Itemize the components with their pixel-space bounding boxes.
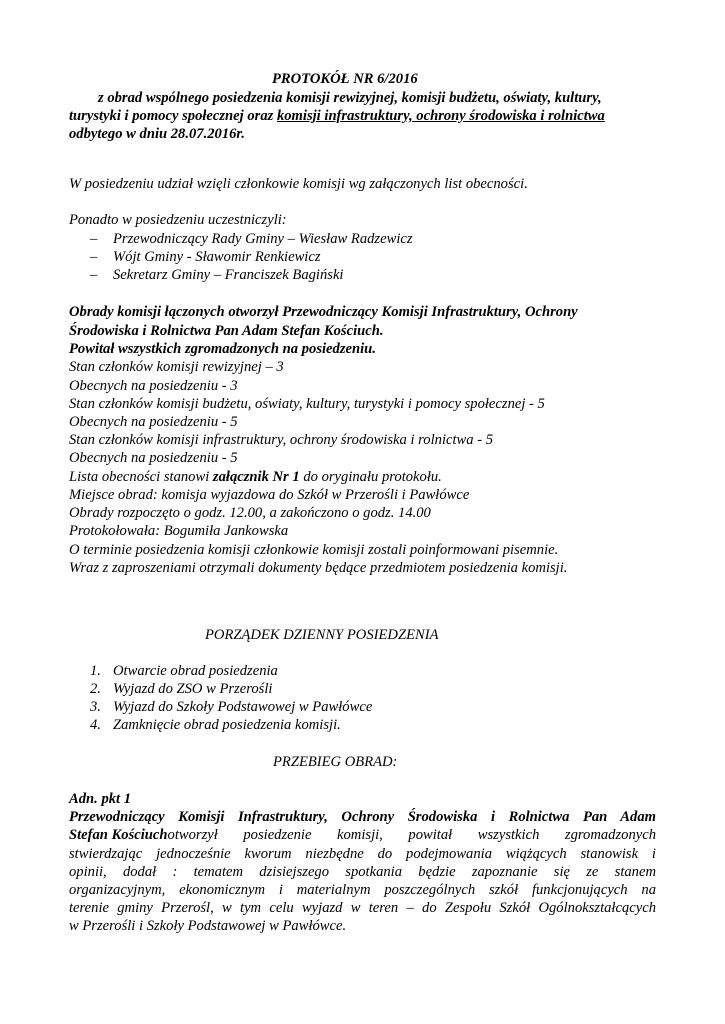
meeting-info-line: O terminie posiedzenia komisji członkowie komisji zostali poinformowani pisemnie. [69,542,559,558]
header-line-2 [69,107,605,125]
bullet-dash: – [90,267,98,283]
guests-heading: Ponadto w posiedzeniu uczestniczyli: [69,212,287,228]
header-line-2-text: turystyki i pomocy społecznej oraz [69,108,277,124]
bullet-dash: – [90,231,98,247]
meeting-info-line: Miejsce obrad: komisja wyjazdowa do Szkół w Przerośli i Pawłówce [69,487,470,503]
opening-bold-1: Obrady komisji łączonych otworzył Przewodniczący Komisji Infrastruktury, Ochrony [69,304,578,320]
agenda-number: 2. [90,681,101,697]
opening-bold-3: Powitał wszystkich zgromadzonych na posiedzeniu. [69,341,376,357]
stat-line: Obecnych na posiedzeniu - 3 [69,378,238,394]
stat-line: Obecnych na posiedzeniu - 5 [69,414,238,430]
meeting-date: odbytego w dniu 28.07.2016r. [69,126,245,142]
agenda-text: Wyjazd do ZSO w Przerośli [113,681,273,697]
protocol-title: PROTOKÓŁ NR 6/2016 [272,71,418,87]
agenda-number: 1. [90,663,101,679]
guest-text: Sekretarz Gminy – Franciszek Bagiński [113,267,344,283]
agenda-number: 3. [90,699,101,715]
stat-line: Obecnych na posiedzeniu - 5 [69,450,238,466]
attachment-text: Lista obecności stanowi [69,469,213,485]
header-line-2-underlined: komisji infrastruktury, ochrony środowiska i rolnictwa [276,108,605,124]
agenda-number: 4. [90,717,101,733]
guest-text: Wójt Gminy - Sławomir Renkiewicz [113,249,321,265]
opening-bold-2: Środowiska i Rolnictwa Pan Adam Stefan Kościuch. [69,323,384,339]
agenda-heading: PORZĄDEK DZIENNY POSIEDZENIA [205,627,439,643]
meeting-info-line: Protokołowała: Bogumiła Jankowska [69,523,289,539]
attachment-reference: załącznik Nr 1 [212,469,300,485]
proceedings-line: opinii, dodał : tematem dzisiejszego spotkania będzie zapoznanie się ze stanem [69,864,656,880]
stat-line: Stan członków komisji infrastruktury, ochrony środowiska i rolnictwa - 5 [69,432,494,448]
proceedings-line: terenie gminy Przerośl, w tym celu wyjazd w teren – do Zespołu Szkół Ogólnokształcących [69,900,656,916]
attachment-line [69,468,442,486]
meeting-info-line: Obrady rozpoczęto o godz. 12.00, a zakończono o godz. 14.00 [69,505,431,521]
proceedings-line: Przewodniczący Komisji Infrastruktury, Ochrony Środowiska i Rolnictwa Pan Adam [69,809,656,825]
stat-line: Stan członków komisji rewizyjnej – 3 [69,359,284,375]
agenda-text: Wyjazd do Szkoły Podstawowej w Pawłówce [113,699,373,715]
chairman-name: Stefan Kościuch [69,827,168,843]
guest-text: Przewodniczący Rady Gminy – Wiesław Radzewicz [113,231,413,247]
attachment-text-end: do oryginału protokołu. [299,469,442,485]
proceedings-line: organizacyjnym, ekonomicznym i materialnym poszczególnych szkół funkcjonujących na [69,882,656,898]
header-line-1: z obrad wspólnego posiedzenia komisji rewizyjnej, komisji budżetu, oświaty, kultury, [98,90,602,106]
proceedings-line: w Przerośli i Szkoły Podstawowej w Pawłówce. [69,918,347,934]
bullet-dash: – [90,249,98,265]
proceedings-line-rest: otworzył posiedzenie komisji, powitał wszystkich zgromadzonych [167,827,656,843]
attendance-intro: W posiedzeniu udział wzięli członkowie komisji wg załączonych list obecności. [69,176,528,192]
point-label: Adn. pkt 1 [69,791,132,807]
proceedings-heading: PRZEBIEG OBRAD: [273,754,398,770]
agenda-text: Otwarcie obrad posiedzenia [113,663,278,679]
proceedings-line [69,826,656,844]
proceedings-line: stwierdzając jednocześnie kworum niezbędne do podejmowania wiążących stanowisk i [69,846,656,862]
stat-line: Stan członków komisji budżetu, oświaty, kultury, turystyki i pomocy społecznej - 5 [69,396,545,412]
agenda-text: Zamknięcie obrad posiedzenia komisji. [113,717,341,733]
meeting-info-line: Wraz z zaproszeniami otrzymali dokumenty będące przedmiotem posiedzenia komisji. [69,560,568,576]
